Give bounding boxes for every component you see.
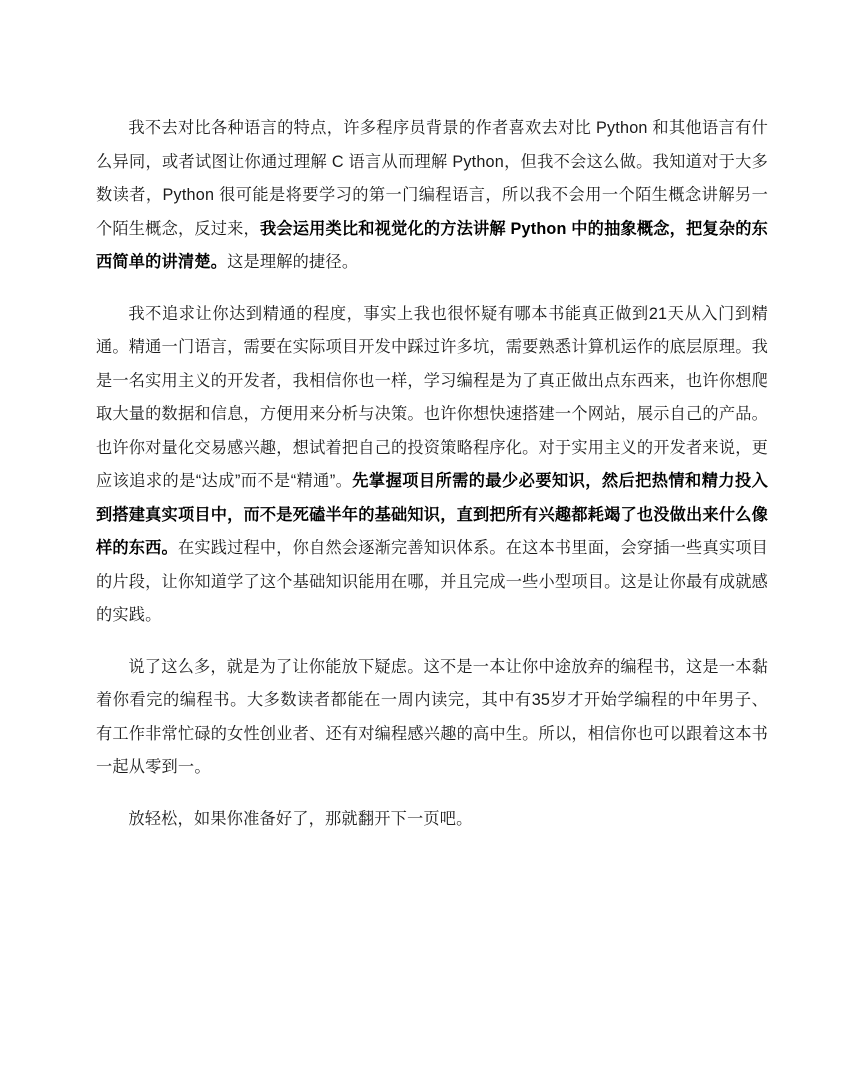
text-run: 这是理解的捷径。 — [227, 253, 359, 271]
paragraph-2 — [96, 298, 768, 633]
paragraph-3 — [96, 651, 768, 785]
emphasis-run: 我会运用类比和视觉化的方法讲解 Python 中的抽象概念，把复杂的东西简单的讲清楚。 — [96, 219, 768, 271]
text-run: 说了这么多，就是为了让你能放下疑虑。这不是一本让你中途放弃的编程书，这是一本黏着你看完的编程书。大多数读者都能在一周内读完，其中有35岁才开始学编程的中年男子、有工作非常忙碌的女性创业者、还有对编程感兴趣的高中生。所以，相信你也可以跟着这本书一起从零到一。 — [96, 657, 768, 776]
page-text-body — [96, 112, 768, 836]
text-run: 我不追求让你达到精通的程度，事实上我也很怀疑有哪本书能真正做到21天从入门到精通。精通一门语言，需要在实际项目开发中踩过许多坑，需要熟悉计算机运作的底层原理。我是一名实用主义的开发者，我相信你也一样，学习编程是为了真正做出点东西来，也许你想爬取大量的数据和信息，方便用来分析与决策。也许你想快速搭建一个网站，展示自己的产品。也许你对量化交易感兴趣，想试着把自己的投资策略程序化。对于实用主义的开发者来说，更应该追求的是“达成”而不是“精通”。 — [96, 304, 768, 490]
paragraph-4 — [96, 803, 768, 837]
text-run: 在实践过程中，你自然会逐渐完善知识体系。在这本书里面，会穿插一些真实项目的片段，让你知道学了这个基础知识能用在哪，并且完成一些小型项目。这是让你最有成就感的实践。 — [96, 539, 768, 624]
text-run: 我不去对比各种语言的特点，许多程序员背景的作者喜欢去对比 Python 和其他语言有什么异同，或者试图让你通过理解 C 语言从而理解 Python，但我不会这么做。我知道对于大多数读者，Python 很可能是将要学习的第一门编程语言，所以我不会用一个陌生概念讲解另一个陌生概念，反过来， — [96, 119, 768, 238]
text-run: 放轻松，如果你准备好了，那就翻开下一页吧。 — [128, 809, 473, 828]
paragraph-1 — [96, 112, 768, 280]
emphasis-run: 先掌握项目所需的最少必要知识，然后把热情和精力投入到搭建真实项目中，而不是死磕半年的基础知识，直到把所有兴趣都耗竭了也没做出来什么像样的东西。 — [96, 472, 768, 557]
